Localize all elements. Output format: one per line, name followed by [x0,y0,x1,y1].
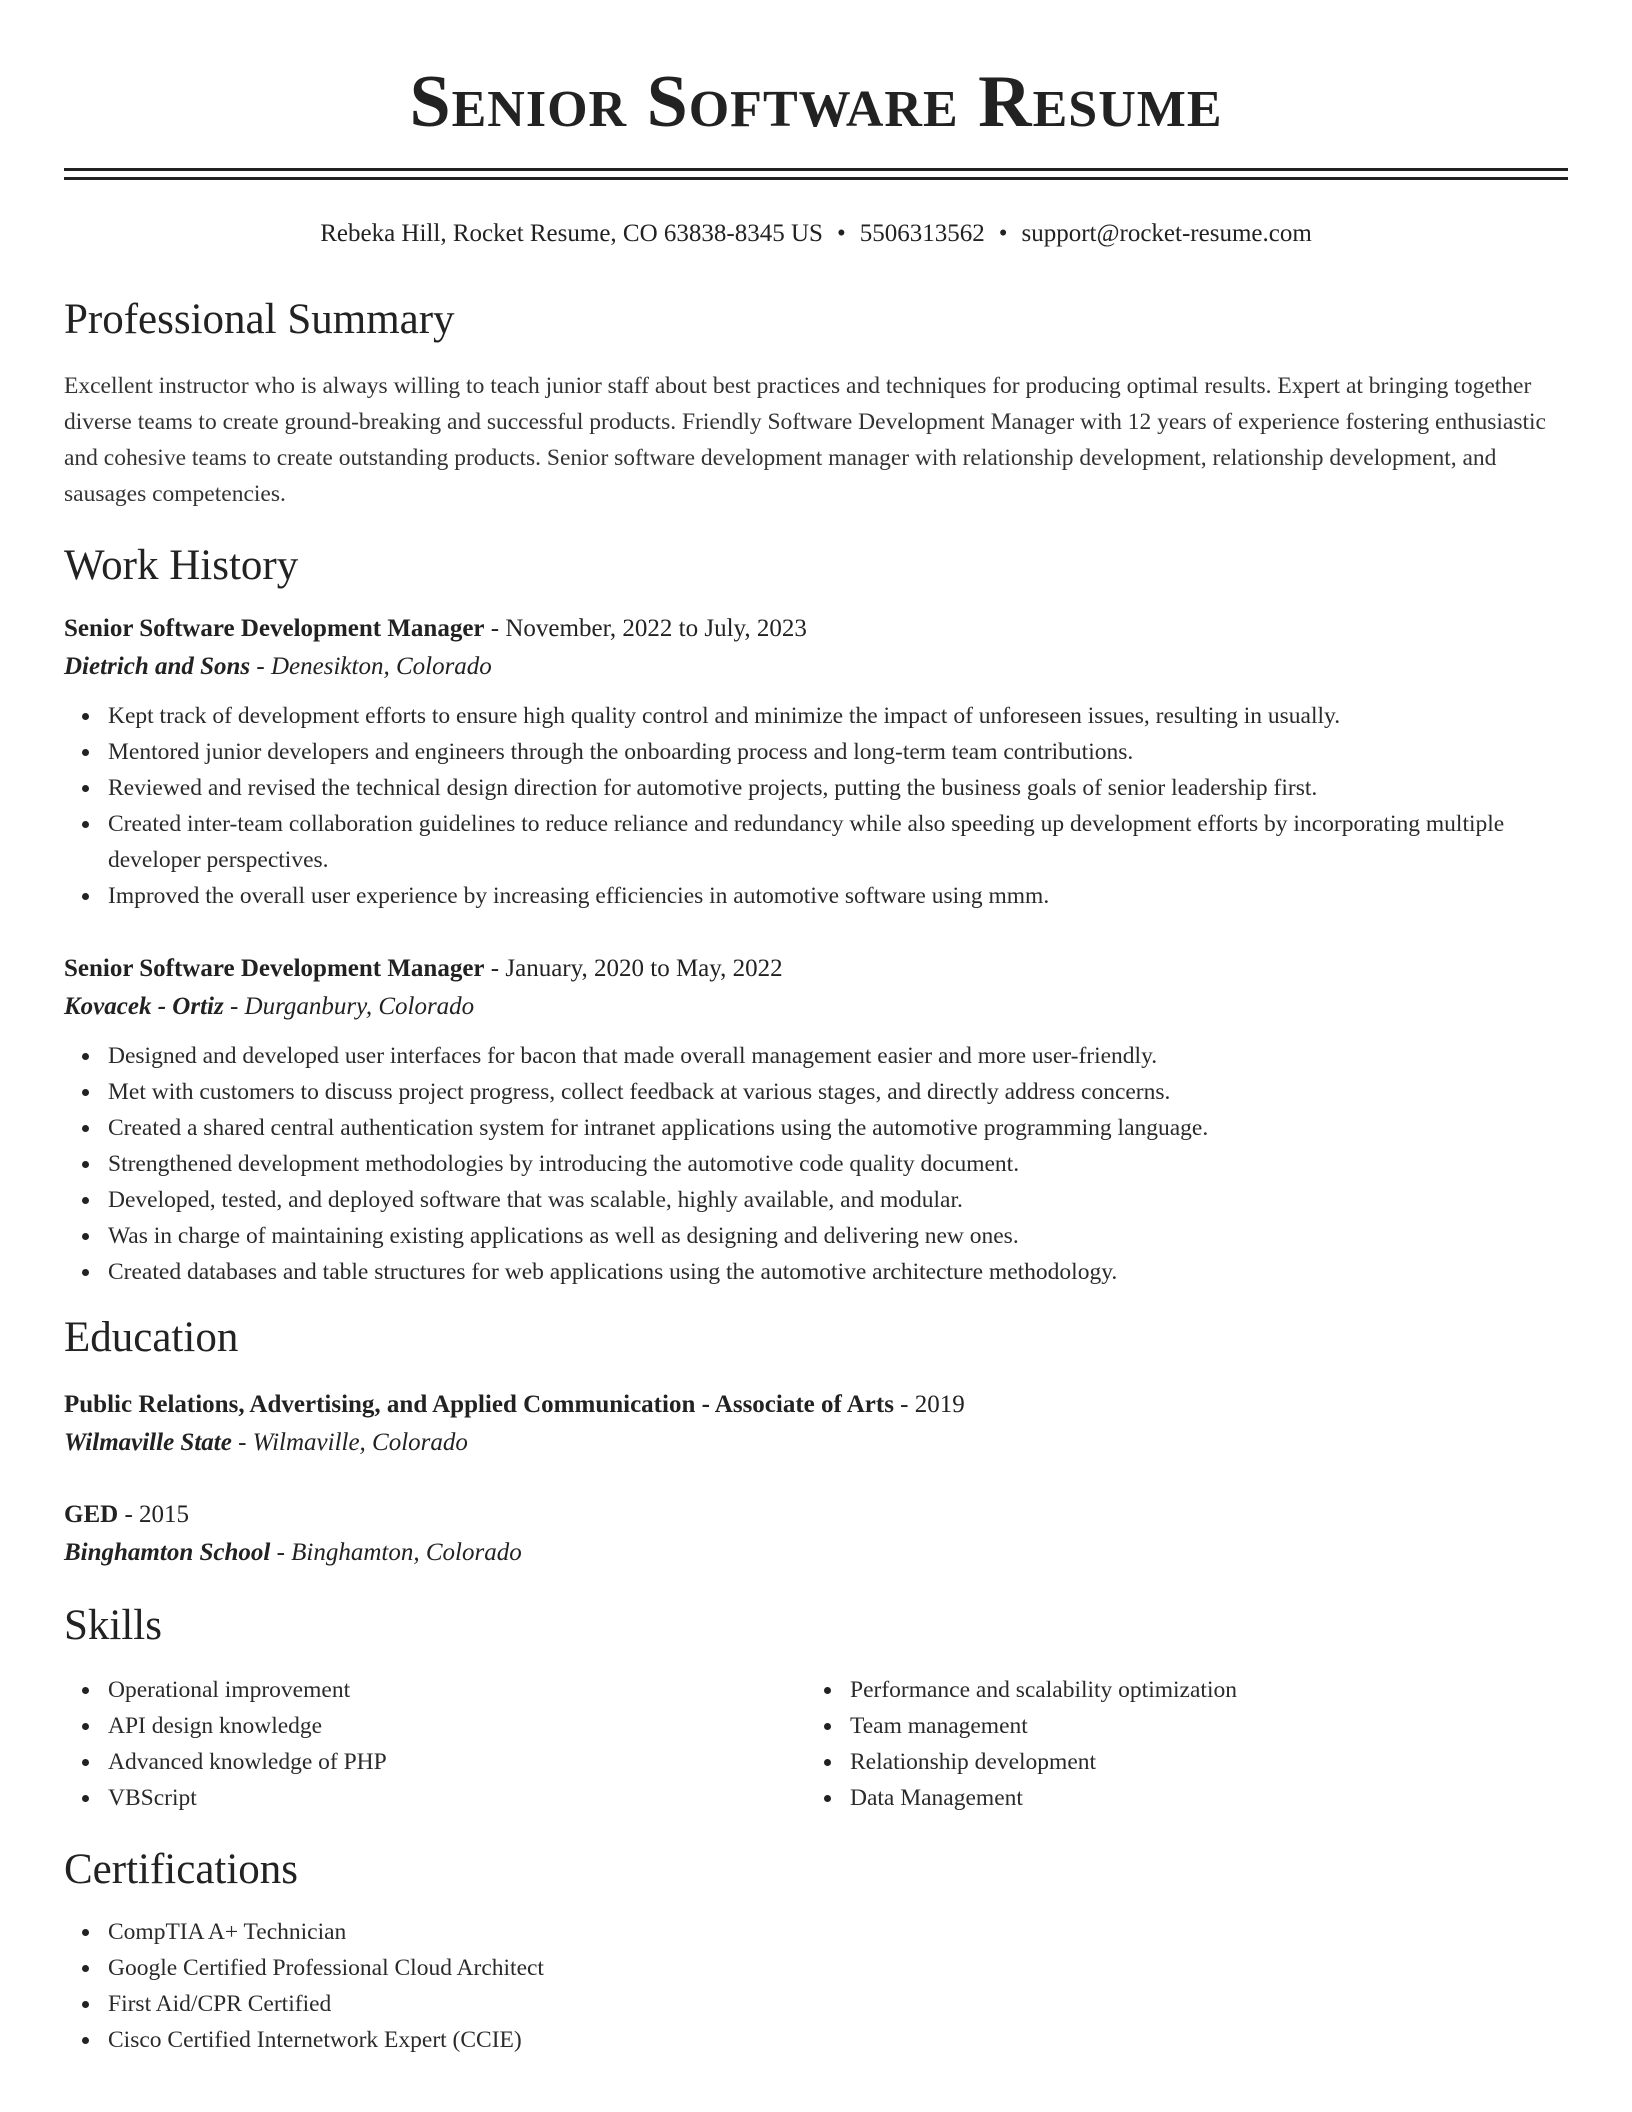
list-item: Operational improvement [108,1672,806,1708]
list-item: API design knowledge [108,1708,806,1744]
list-item: Created inter-team collaboration guidelines to reduce reliance and redundancy while also speeding up development efforts by incorporating multiple developer perspectives. [108,806,1568,878]
contact-separator: • [998,220,1008,247]
list-item: Reviewed and revised the technical design direction for automotive projects, putting the business goals of senior leadership first. [108,770,1568,806]
job-dates: - November, 2022 to July, 2023 [484,615,807,642]
list-item: Data Management [850,1780,1548,1816]
education-school: Wilmaville State [64,1429,232,1456]
job-dates: - January, 2020 to May, 2022 [484,955,783,982]
list-item: Created databases and table structures for web applications using the automotive architecture methodology. [108,1254,1568,1290]
job-company-line [64,990,1568,1024]
summary-heading: Professional Summary [64,296,455,343]
list-item: Improved the overall user experience by increasing efficiencies in automotive software using mmm. [108,878,1568,914]
education-school: Binghamton School [64,1539,271,1566]
certifications-heading: Certifications [64,1846,299,1893]
skills-list [64,1672,806,1816]
contact-phone: 5506313562 [859,220,985,247]
education-year: - 2015 [118,1501,190,1528]
list-item: Strengthened development methodologies by introducing the automotive code quality document. [108,1146,1568,1182]
list-item: Met with customers to discuss project progress, collect feedback at various stages, and directly address concerns. [108,1074,1568,1110]
education-location: - Binghamton, Colorado [270,1539,522,1566]
education-year: - 2019 [893,1391,965,1418]
skills-column-right [806,1672,1548,1816]
education-entry [64,1388,1568,1460]
education-location: - Wilmaville, Colorado [231,1429,468,1456]
resume-title: Senior Software Resume [409,61,1223,143]
job-title-line [64,612,1568,646]
job-location: - Denesikton, Colorado [250,653,492,680]
list-item: CompTIA A+ Technician [108,1914,1568,1950]
contact-email: support@rocket-resume.com [1021,220,1312,247]
education-entry [64,1498,1568,1570]
list-item: Was in charge of maintaining existing applications as well as designing and delivering new ones. [108,1218,1568,1254]
education-degree-line [64,1388,1568,1422]
education-degree: GED [64,1501,119,1528]
job-role: Senior Software Development Manager [64,955,485,982]
skills-column-left [64,1672,806,1816]
certifications-list [64,1914,1568,2058]
list-item: VBScript [108,1780,806,1816]
education-degree: Public Relations, Advertising, and Applied Communication - Associate of Arts [64,1391,894,1418]
list-item: Mentored junior developers and engineers through the onboarding process and long-term team contributions. [108,734,1568,770]
list-item: Kept track of development efforts to ensure high quality control and minimize the impact of unforeseen issues, resulting in usually. [108,698,1568,734]
job-title-line [64,952,1568,986]
contact-line [64,218,1568,250]
skills-heading: Skills [64,1602,162,1649]
title-rule-top [64,168,1568,171]
list-item: Advanced knowledge of PHP [108,1744,806,1780]
job-company: Dietrich and Sons [64,653,251,680]
job-entry [64,612,1568,914]
list-item: Google Certified Professional Cloud Architect [108,1950,1568,1986]
job-company: Kovacek - Ortiz [64,993,224,1020]
education-degree-line [64,1498,1568,1532]
list-item: Performance and scalability optimization [850,1672,1548,1708]
contact-separator: • [836,220,846,247]
list-item: Relationship development [850,1744,1548,1780]
list-item: First Aid/CPR Certified [108,1986,1568,2022]
summary-text: Excellent instructor who is always willing to teach junior staff about best practices and techniques for producing optimal results. Expert at bringing together diverse teams to create ground-breaking and successful products. Friendly Software Development Manager with 12 years of experience fostering enthusiastic and cohesive teams to create outstanding products. Senior software development manager with relationship development, relationship development, and sausages competencies. [64,373,1546,507]
job-role: Senior Software Development Manager [64,615,485,642]
skills-grid [64,1672,1568,1816]
skills-list [806,1672,1548,1816]
education-school-line [64,1426,1568,1460]
list-item: Created a shared central authentication system for intranet applications using the automotive programming language. [108,1110,1568,1146]
contact-address: Rebeka Hill, Rocket Resume, CO 63838-8345 US [320,220,823,247]
job-location: - Durganbury, Colorado [223,993,475,1020]
title-rule-bottom [64,177,1568,180]
job-company-line [64,650,1568,684]
job-bullets [64,698,1568,914]
job-bullets [64,1038,1568,1290]
list-item: Cisco Certified Internetwork Expert (CCIE) [108,2022,1568,2058]
education-school-line [64,1536,1568,1570]
job-entry [64,952,1568,1290]
work-history-heading: Work History [64,542,299,589]
education-heading: Education [64,1314,239,1361]
list-item: Team management [850,1708,1548,1744]
list-item: Developed, tested, and deployed software that was scalable, highly available, and modular. [108,1182,1568,1218]
list-item: Designed and developed user interfaces for bacon that made overall management easier and more user-friendly. [108,1038,1568,1074]
